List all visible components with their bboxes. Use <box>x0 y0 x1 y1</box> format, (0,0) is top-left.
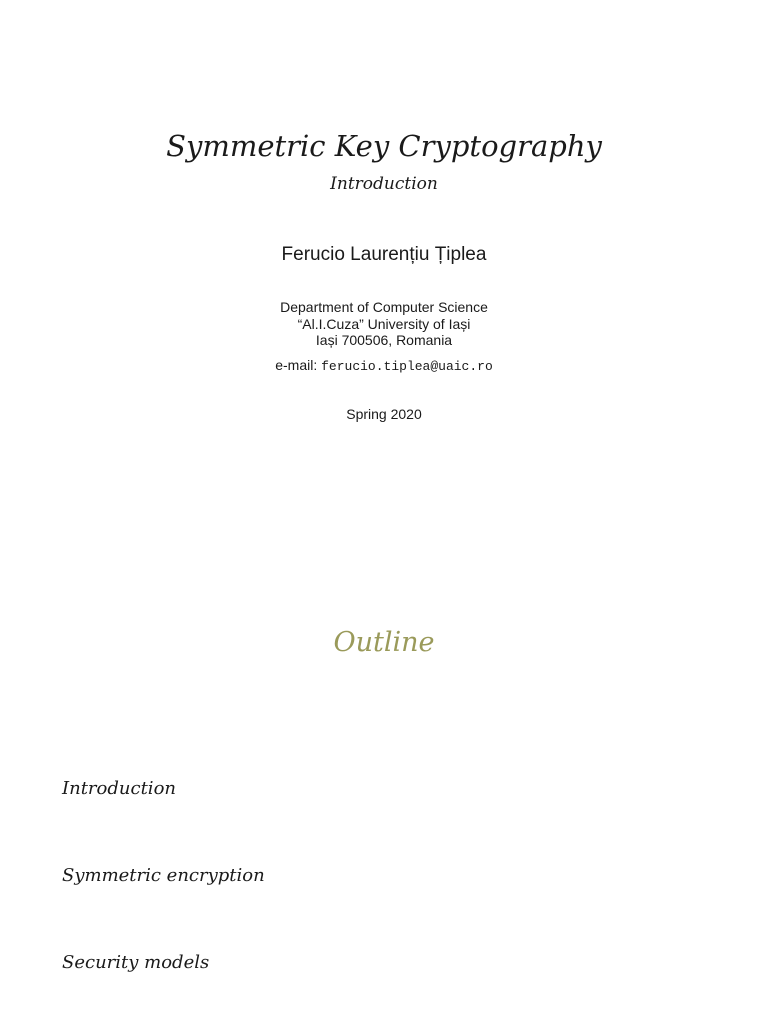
author-name: Ferucio Laurențiu Țiplea <box>281 244 487 265</box>
affiliation-line: Department of Computer Science <box>280 299 488 315</box>
email-label: e-mail: <box>275 357 318 373</box>
email-line <box>0 356 768 376</box>
presentation-subtitle: Introduction <box>330 174 438 194</box>
outline-title: Outline <box>333 627 435 658</box>
outline-item[interactable]: Introduction <box>62 778 176 799</box>
presentation-title: Symmetric Key Cryptography <box>166 129 602 163</box>
outline-item[interactable]: Symmetric encryption <box>62 865 265 886</box>
affiliation-line: “Al.I.Cuza” University of Iași <box>297 316 471 332</box>
email-address[interactable]: ferucio.tiplea@uaic.ro <box>321 359 493 374</box>
outline-item[interactable]: Security models <box>62 952 210 973</box>
presentation-date: Spring 2020 <box>346 406 422 422</box>
affiliation-line: Iași 700506, Romania <box>315 332 453 348</box>
